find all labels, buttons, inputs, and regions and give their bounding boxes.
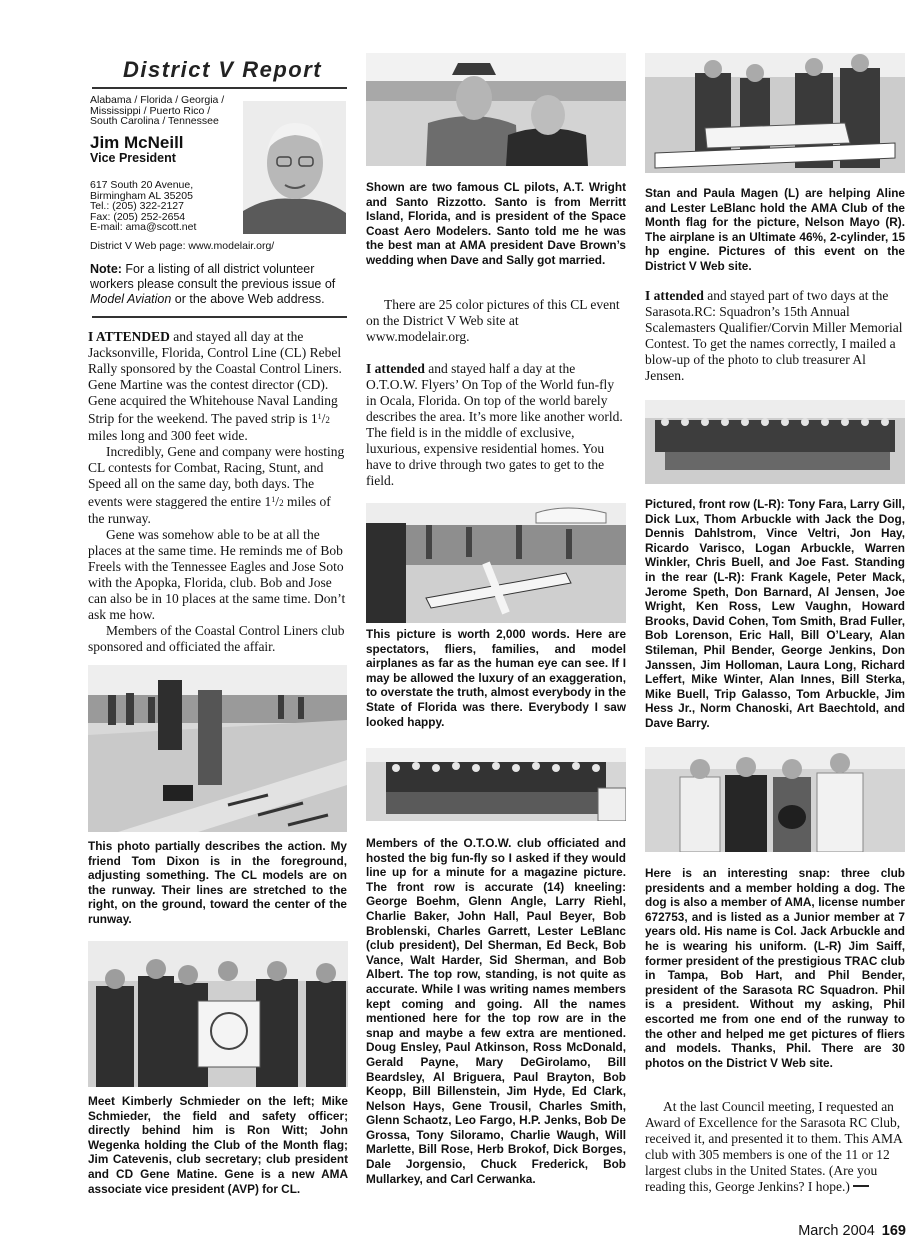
vp-name: Jim McNeill (90, 133, 184, 152)
ama-end-mark-icon (853, 1178, 869, 1187)
header-bottom-rule (92, 316, 347, 318)
district-states: Alabama / Florida / Georgia / Mississippi / Puerto Rico / South Carolina / Tennessee (90, 94, 225, 127)
magen-flag-caption: Stan and Paula Magen (L) are helping Aline and Lester LeBlanc hold the AMA Club of the Month flag for the picture, Nelson Mayo (R). The airplane is an Ultimate 46%, 2-cylinder, 15 hp engine. Pictures of this event on the District V Web site. (645, 186, 905, 273)
page-footer (798, 1223, 906, 1239)
col1-paragraph-2: Incredibly, Gene and company were hosting CL contests for Combat, Racing, Stunt, and Speed all on the same day, both days. The events were staggered the entire $1^1/2$ miles of the runway. (88, 444, 345, 526)
col3-article-body (645, 288, 903, 384)
col1-paragraph-3: Gene was somehow able to be at all the places at the same time. He reminds me of Bob Freels with the Tennessee Eagles and Jose Soto with the Apopka, Florida, club. Bob and Jose can also be in 10 places at the same time. Don’t ask me how. (88, 527, 346, 622)
vp-contact: 617 South 20 Avenue, Birmingham AL 35205 Tel.: (205) 322-2127 Fax: (205) 252-2654 E-mail: ama@scott.net (90, 179, 197, 233)
district-web-link[interactable]: District V Web page: www.modelair.org/ (90, 240, 275, 252)
vp-title: Vice President (90, 151, 176, 165)
col1-article-body (88, 329, 350, 655)
col3-award-paragraph: At the last Council meeting, I requested an Award of Excellence for the Sarasota RC Club, received it, and presented it to them. This AMA club with 305 members is one of the 11 or 12 largest clubs in the United States. (Are you reading this, George Jenkins? I hope.) (645, 1099, 902, 1194)
spectators-photo (366, 503, 626, 623)
page-number: 169 (881, 1223, 906, 1239)
report-title: District V Report (123, 57, 323, 82)
spectators-caption: This picture is worth 2,000 words. Here are spectators, fliers, families, and model airplanes as far as the human eye can see. If I may be allowed the luxury of an exaggeration, to overstate the truth, almost everybody in the State of Florida was there. Everybody I saw looked happy. (366, 627, 626, 729)
scalemasters-group-caption: Pictured, front row (L-R): Tony Fara, Larry Gill, Dick Lux, Thom Arbuckle with Jack the Dog, Dennis Dahlstrom, Vince Veltri, Jon Hay, Ricardo Varisco, Logan Arbuckle, Warren Winkler, Chris Buell, and Joe Fast. Standing in the rear (L-R): Frank Kagele, Peter Mack, Jerome Speth, Don Barnard, Al Jensen, Joe Wright, Ken Ross, Lew Vaughn, Howard Brooks, David Cohen, Tom Smith, Brad Fuller, Bob Lorenson, Eric Hall, Bill O’Leary, Alan Stileman, Phil Bender, George Jenkins, Don Janssen, Jim Holloman, Laura Long, Richard Leffert, Mike Winter, Alan Innes, Bill Sterka, Mike Buell, Trip Galasso, Tom Arbuckle, Jim Hess Jr., Norm Chanoski, Art Baechtold, and Dave Barry. (645, 497, 905, 730)
volunteer-note: Note: For a listing of all district volunteer workers please consult the previous issue of Model Aviation or the above Web address. (90, 262, 336, 306)
club-presidents-dog-photo (645, 747, 905, 852)
col2-paragraph-2: I attended and stayed half a day at the O.T.O.W. Flyers’ On Top of the World fun-fly in Ocala, Florida. On top of the world barely describes the area. It’s more like another world. The field is in the middle of exclusive, luxurious, expensive residential homes. You have to drive through two gates to get to the field. (366, 361, 623, 488)
club-flag-photo (88, 941, 348, 1087)
otow-club-caption: Members of the O.T.O.W. club officiated and hosted the big fun-fly so I asked if they would line up for a minute for a magazine picture. The front row is accurate (14) kneeling: George Boehm, Glenn Angle, Larry Riehl, Charlie Baker, John Hall, Paul Beyer, Bob Broblenski, Charles Garrett, Lester LeBlanc (club president), Del Sherman, Ed Beck, Bob Vance, Walt Harder, Sid Sherman, and Bob Albert. The top row, standing, is not quite as accurate. While I was writing names members kept coming and going. All the names mentioned here for the top row are in the snap and maybe a few extra are mentioned. Doug Ensley, Paul Atkinson, Ross McDonald, Gerald Payne, Mary DeGirolamo, Bill Beardsley, Al Briguera, Paul Brayton, Bob Keopp, Bill Billenstein, Jim Hyde, Ed Clark, Nelson Hays, Gene Trousil, Charles Smith, Glenn Schaotz, Leo Fargo, H.P. Jenks, Bob De Grossa, Tony Siloramo, Charlie Waugh, Will Marlette, Bill Rose, Herb Brokof, Dick Borges, Dale Jorgensio, Chuck Frederick, Bob Mullarkey, and Carl Cerwanka. (366, 836, 626, 1186)
magen-flag-photo (645, 53, 905, 173)
issue-date: March 2004 (798, 1223, 875, 1239)
scalemasters-group-photo (645, 400, 905, 484)
col2-paragraph-1: There are 25 color pictures of this CL event on the District V Web site at www.modelair.org. (366, 297, 620, 344)
col2-article-body (366, 297, 624, 489)
club-flag-photo-caption: Meet Kimberly Schmieder on the left; Mike Schmieder, the field and safety officer; directly behind him is Ron Witt; John Wegenka holding the Club of the Month flag; Jim Catevenis, club secretary; club president and CD Gene Matine. Gene is a new AMA associate vice president (AVP) for CL. (88, 1094, 348, 1196)
vp-portrait-photo (243, 101, 346, 234)
cl-pilots-photo (366, 53, 626, 166)
runway-photo-caption: This photo partially describes the action. My friend Tom Dixon is in the foreground, adjusting something. The CL models are on the runway. Their lines are stretched to the right, on the ground, toward the center of the runway. (88, 839, 347, 926)
cl-pilots-caption: Shown are two famous CL pilots, A.T. Wright and Santo Rizzotto. Santo is from Merritt Island, Florida, and is president of the Space Coast Aero Modelers. Santo told me he was the best man at AMA president Dave Brown’s wedding when Dave and Sally got married. (366, 180, 626, 267)
otow-club-photo (366, 748, 626, 821)
club-presidents-dog-caption: Here is an interesting snap: three club presidents and a member holding a dog. The dog is also a member of AMA, license number 672753, and is listed as a Junior member at 7 years old. His name is Col. Jack Arbuckle and he is wearing his uniform. (L-R) Jim Saiff, former president of the prestigious TRAC club in Tampa, Bob Hart, and Phil Bender, president of the Sarasota RC Squadron. Phil is a president. Without my asking, Phil escorted me from one end of the runway to the other and helped me get pictures of fliers and models. Thanks, Phil. There are 30 photos on the District V Web site. (645, 866, 905, 1070)
runway-action-photo (88, 665, 347, 832)
col1-paragraph-4: Members of the Coastal Control Liners club sponsored and officiated the affair. (88, 623, 345, 654)
col3-paragraph-1: I attended and stayed part of two days at the Sarasota.RC: Squadron’s 15th Annual Scalemasters Qualifier/Corvin Miller Memorial Contest. To get the names correctly, I mailed a blow-up of the photo to club treasurer Al Jensen. (645, 288, 903, 383)
col1-paragraph-1: I ATTENDED and stayed all day at the Jacksonville, Florida, Control Line (CL) Rebel Rally sponsored by the Coastal Control Liners. Gene Martine was the contest director (CD). Gene acquired the Whitehouse Naval Landing Strip for the weekend. The paved strip is $1^1/2$ miles long and 300 feet wide. (88, 329, 342, 443)
title-rule (92, 87, 347, 89)
